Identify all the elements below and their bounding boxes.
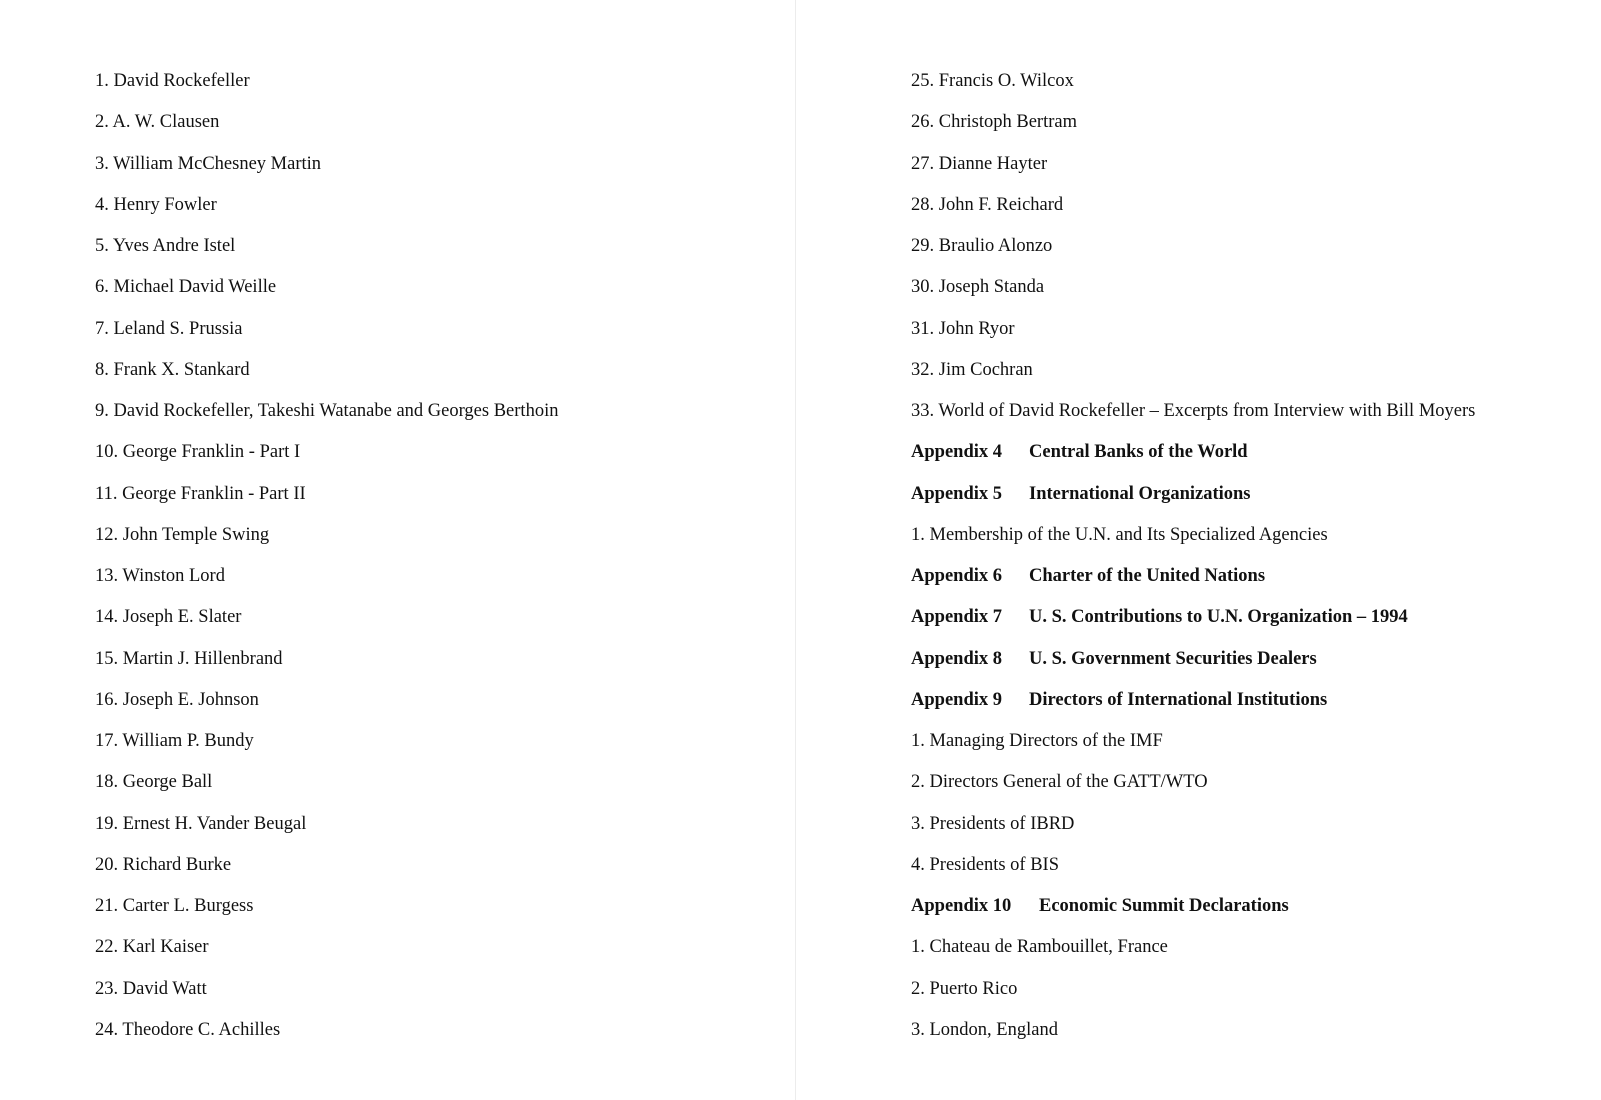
list-item: 3. William McChesney Martin: [95, 153, 322, 174]
list-item: 28. John F. Reichard: [911, 194, 1064, 215]
appendix-title: International Organizations: [1029, 483, 1251, 504]
list-item: 13. Winston Lord: [95, 566, 225, 586]
appendix-title: Charter of the United Nations: [1029, 566, 1266, 586]
list-item: 24. Theodore C. Achilles: [95, 1019, 281, 1040]
list-item: 12. John Temple Swing: [95, 524, 270, 545]
list-item: 2. Puerto Rico: [911, 978, 1018, 999]
appendix-label: Appendix 8: [911, 648, 1002, 669]
appendix-title: Economic Summit Declarations: [1039, 896, 1289, 916]
list-item: 14. Joseph E. Slater: [95, 607, 242, 628]
list-item: 1. Membership of the U.N. and Its Specialized Agencies: [911, 524, 1328, 545]
list-item: 31. John Ryor: [911, 318, 1015, 339]
appendix-heading: [911, 564, 1591, 605]
left-page-list: [95, 69, 775, 1059]
appendix-heading: [911, 688, 1591, 729]
appendix-label: Appendix 9: [911, 689, 1002, 710]
list-item: 32. Jim Cochran: [911, 359, 1033, 380]
list-item: 6. Michael David Weille: [95, 277, 277, 298]
list-item: 33. World of David Rockefeller – Excerpts from Interview with Bill Moyers: [911, 401, 1476, 421]
list-item: 4. Presidents of BIS: [911, 854, 1059, 875]
list-item: 22. Karl Kaiser: [95, 937, 209, 958]
appendix-label: Appendix 10: [911, 896, 1012, 916]
list-item: 1. Managing Directors of the IMF: [911, 731, 1163, 751]
list-item: 17. William P. Bundy: [95, 731, 254, 751]
list-item: 4. Henry Fowler: [95, 194, 217, 215]
list-item: 25. Francis O. Wilcox: [911, 71, 1074, 91]
appendix-title: U. S. Government Securities Dealers: [1029, 648, 1317, 669]
appendix-label: Appendix 4: [911, 442, 1002, 463]
list-item: 29. Braulio Alonzo: [911, 236, 1053, 256]
list-item: 27. Dianne Hayter: [911, 153, 1048, 174]
appendix-heading: [911, 440, 1591, 481]
list-item: 26. Christoph Bertram: [911, 112, 1077, 133]
list-item: 7. Leland S. Prussia: [95, 318, 243, 339]
list-item: 2. Directors General of the GATT/WTO: [911, 772, 1208, 793]
list-item: 11. George Franklin - Part II: [95, 483, 306, 504]
list-item: 8. Frank X. Stankard: [95, 359, 250, 380]
appendix-heading: [911, 647, 1591, 688]
list-item: 10. George Franklin - Part I: [95, 442, 301, 463]
right-page-list: [911, 69, 1591, 1059]
list-item: 9. David Rockefeller, Takeshi Watanabe and Georges Berthoin: [95, 401, 559, 421]
appendix-label: Appendix 5: [911, 483, 1002, 504]
appendix-label: Appendix 7: [911, 607, 1002, 628]
list-item: 20. Richard Burke: [95, 854, 232, 875]
appendix-title: Directors of International Institutions: [1029, 689, 1328, 710]
appendix-heading: [911, 894, 1591, 935]
list-item: 30. Joseph Standa: [911, 277, 1045, 298]
list-item: 1. David Rockefeller: [95, 71, 250, 91]
appendix-title: Central Banks of the World: [1029, 442, 1248, 463]
list-item: 15. Martin J. Hillenbrand: [95, 648, 283, 669]
list-item: 1. Chateau de Rambouillet, France: [911, 937, 1168, 958]
list-item: 21. Carter L. Burgess: [95, 896, 254, 916]
list-item: 18. George Ball: [95, 772, 213, 793]
appendix-heading: [911, 605, 1591, 646]
appendix-heading: [911, 482, 1591, 523]
list-item: 2. A. W. Clausen: [95, 112, 220, 133]
list-item: 3. London, England: [911, 1019, 1058, 1040]
list-item: 5. Yves Andre Istel: [95, 236, 236, 256]
page-gutter-divider: [795, 0, 796, 1100]
list-item: 19. Ernest H. Vander Beugal: [95, 813, 307, 834]
appendix-title: U. S. Contributions to U.N. Organization – 1994: [1029, 607, 1408, 628]
appendix-label: Appendix 6: [911, 566, 1002, 586]
list-item: 23. David Watt: [95, 978, 207, 999]
list-item: 16. Joseph E. Johnson: [95, 689, 259, 710]
list-item: 3. Presidents of IBRD: [911, 813, 1075, 834]
